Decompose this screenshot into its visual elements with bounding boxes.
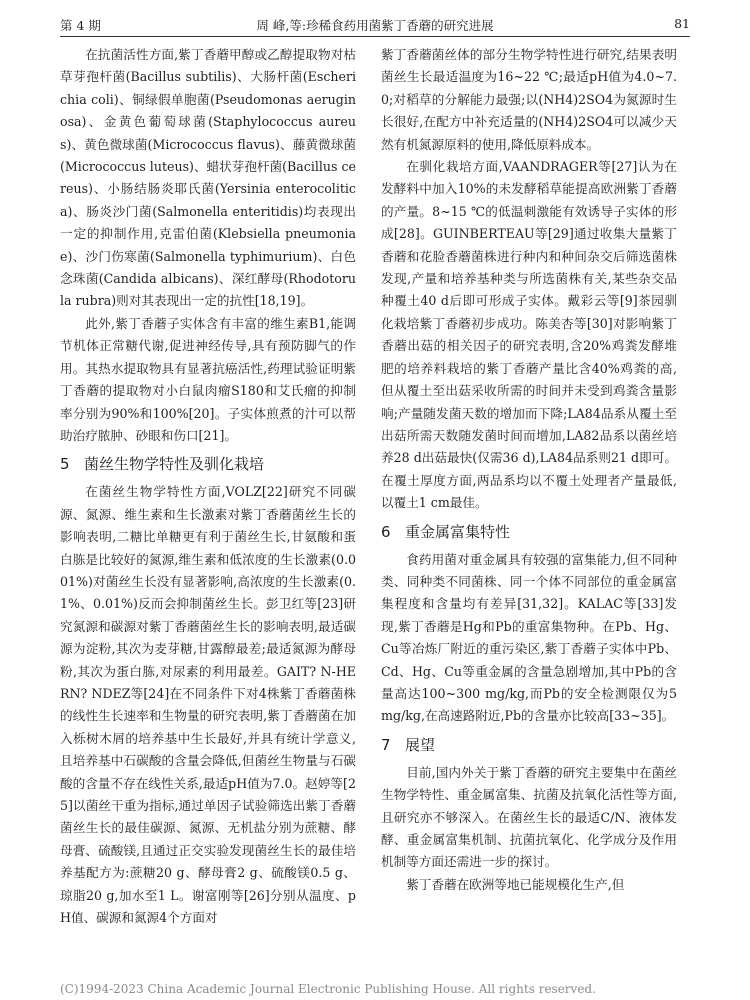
paragraph-antibacterial: 在抗菌活性方面,紫丁香蘑甲醇或乙醇提取物对枯草芽孢杆菌(Bacillus subtilis)、大肠杆菌(Escherichia coli)、铜绿假单胞菌(Pseudomonas aeruginosa)、金黄色葡萄球菌(Staphylococcus aureus)、黄色微球菌(Micrococcus flavus)、藤黄微球菌(Micrococcus luteus)、蜡状芽孢杆菌(Bacillus cereus)、小肠结肠炎耶氏菌(Yersinia enterocolitica)、肠炎沙门菌(Salmonella enteritidis)均表现出一定的抑制作用,克雷伯菌(Klebsiella pneumoniae)、沙门伤寒菌(Salmonella typhimurium)、白色念珠菌(Candida albicans)、深红酵母(Rhodotorula rubra)则对其表现出一定的抗性[18,19]。 (60, 47, 357, 309)
paragraph-cultivation: 在驯化栽培方面,VAANDRAGER等[27]认为在发酵料中加入10%的未发酵稻草能提高欧洲紫丁香蘑的产量。8~15 ℃的低温刺激能有效诱导子实体的形成[28]。GUINBERTEAU等[29]通过收集大量紫丁香蘑和花脸香蘑菌株进行种内和种间杂交后筛选菌株发现,产量和培养基种类与所选菌株有关,某些杂交品种覆土40 d后即可形成子实体。戴彩云等[9]茶园驯化栽培紫丁香蘑初步成功。陈美杏等[30]对影响紫丁香蘑出菇的相关因子的研究表明,含20%鸡粪发酵堆肥的培养料栽培的紫丁香蘑产量比含40%鸡粪的高,但从覆土至出菇采收所需的时间并未受到鸡粪含量影响;产量随发菌天数的增加而下降;LA84品系从覆土至出菇所需天数随发菌时间而增加,LA82品系以菌丝培养28 d出菇最快(仅需36 d),LA84品系则21 d即可。在覆土厚度方面,两品系均以不覆土处理者产量最低,以覆土1 cm最佳。 (381, 159, 677, 511)
paragraph-mycelium-continued: 紫丁香蘑菌丝体的部分生物学特性进行研究,结果表明菌丝生长最适温度为16~22 ℃;最适pH值为4.0~7.0;对稻草的分解能力最强;以(NH4)2SO4为氮源时生长很好,在配方中补充适量的(NH4)2SO4可以减少天然有机氮源原料的使用,降低原料成本。 (381, 47, 677, 152)
paragraph-vitamin: 此外,紫丁香蘑子实体含有丰富的维生素B1,能调节机体正常糖代谢,促进神经传导,具有预防脚气的作用。其热水提取物具有显著抗癌活性,药理试验证明紫丁香蘑的提取物对小白鼠肉瘤S180和艾氏瘤的抑制率分别为90%和100%[20]。子实体煎煮的汁可以帮助治疗脓肿、砂眼和伤口[21]。 (60, 315, 356, 443)
paragraph-outlook-continued: 紫丁香蘑在欧洲等地已能规模化生产,但 (406, 876, 625, 892)
section-number: 6 (381, 522, 391, 541)
right-column (381, 44, 677, 896)
section-heading-7 (381, 734, 677, 756)
section-title: 重金属富集特性 (405, 522, 511, 541)
running-header (60, 14, 690, 37)
section-title: 菌丝生物学特性及驯化栽培 (84, 455, 265, 474)
section-heading-6 (381, 521, 677, 543)
section-heading-5 (60, 453, 356, 475)
left-column (60, 44, 356, 929)
section-number: 5 (60, 455, 70, 474)
paragraph-heavy-metal: 食药用菌对重金属具有较强的富集能力,但不同种类、同种类不同菌株、同一个体不同部位的重金属富集程度和含量均有差异[31,32]。KALAC等[33]发现,紫丁香蘑是Hg和Pb的重富集物种。在Pb、Hg、Cu等冶炼厂附近的重污染区,紫丁香蘑子实体中Pb、Cd、Hg、Cu等重金属的含量急剧增加,其中Pb的含量高达100~300 mg/kg,而Pb的安全检测限仅为5 mg/kg,在高速路附近,Pb的含量亦比较高[33~35]。 (381, 551, 677, 724)
issue-number: 第 4 期 (60, 18, 101, 33)
section-number: 7 (381, 735, 391, 754)
page-number: 81 (674, 16, 690, 31)
copyright-footer: (C)1994-2023 China Academic Journal Electronic Publishing House. All rights reserved. (60, 982, 596, 996)
running-title: 周 峰,等:珍稀食药用菌紫丁香蘑的研究进展 (256, 18, 494, 33)
paragraph-outlook: 目前,国内外关于紫丁香蘑的研究主要集中在菌丝生物学特性、重金属富集、抗菌及抗氧化活性等方面,且研究亦不够深入。在菌丝生长的最适C/N、液体发酵、重金属富集机制、抗菌抗氧化、化学成分及作用机制等方面还需进一步的探讨。 (381, 764, 677, 870)
paragraph-mycelium: 在菌丝生物学特性方面,VOLZ[22]研究不同碳源、氮源、维生素和生长激素对紫丁香蘑菌丝生长的影响表明,二糖比单糖更有利于菌丝生长,甘氨酸和蛋白胨是比较好的氮源,维生素和低浓度的生长激素(0.001%)对菌丝生长没有显著影响,高浓度的生长激素(0.1%、0.01%)反而会抑制菌丝生长。彭卫红等[23]研究氮源和碳源对紫丁香蘑菌丝生长的影响表明,最适碳源为淀粉,其次为麦芽糖,甘露醇最差;最适氮源为酵母粉,其次为蛋白胨,对尿素的利用最差。GAIT? N-HERN? NDEZ等[24]在不同条件下对4株紫丁香蘑菌株的线性生长速率和生物量的研究表明,紫丁香蘑菌在加入栎树木屑的培养基中生长最好,并具有统计学意义,且培养基中石碳酸的含量会降低,但菌丝生物量与石碳酸的含量不存在线性关系,最适pH值为7.0。赵婷等[25]以菌丝干重为指标,通过单因子试验筛选出紫丁香蘑菌丝生长的最佳碳源、氮源、无机盐分别为蔗糖、酵母膏、硫酸镁,且通过正交实验发现菌丝生长的最佳培养基配方为:蔗糖20 g、酵母膏2 g、硫酸镁0.5 g、琼脂20 g,加水至1 L。谢富刚等[26]分别从温度、pH值、碳源和氮源4个方面对 (60, 484, 356, 926)
section-title: 展望 (405, 735, 436, 754)
